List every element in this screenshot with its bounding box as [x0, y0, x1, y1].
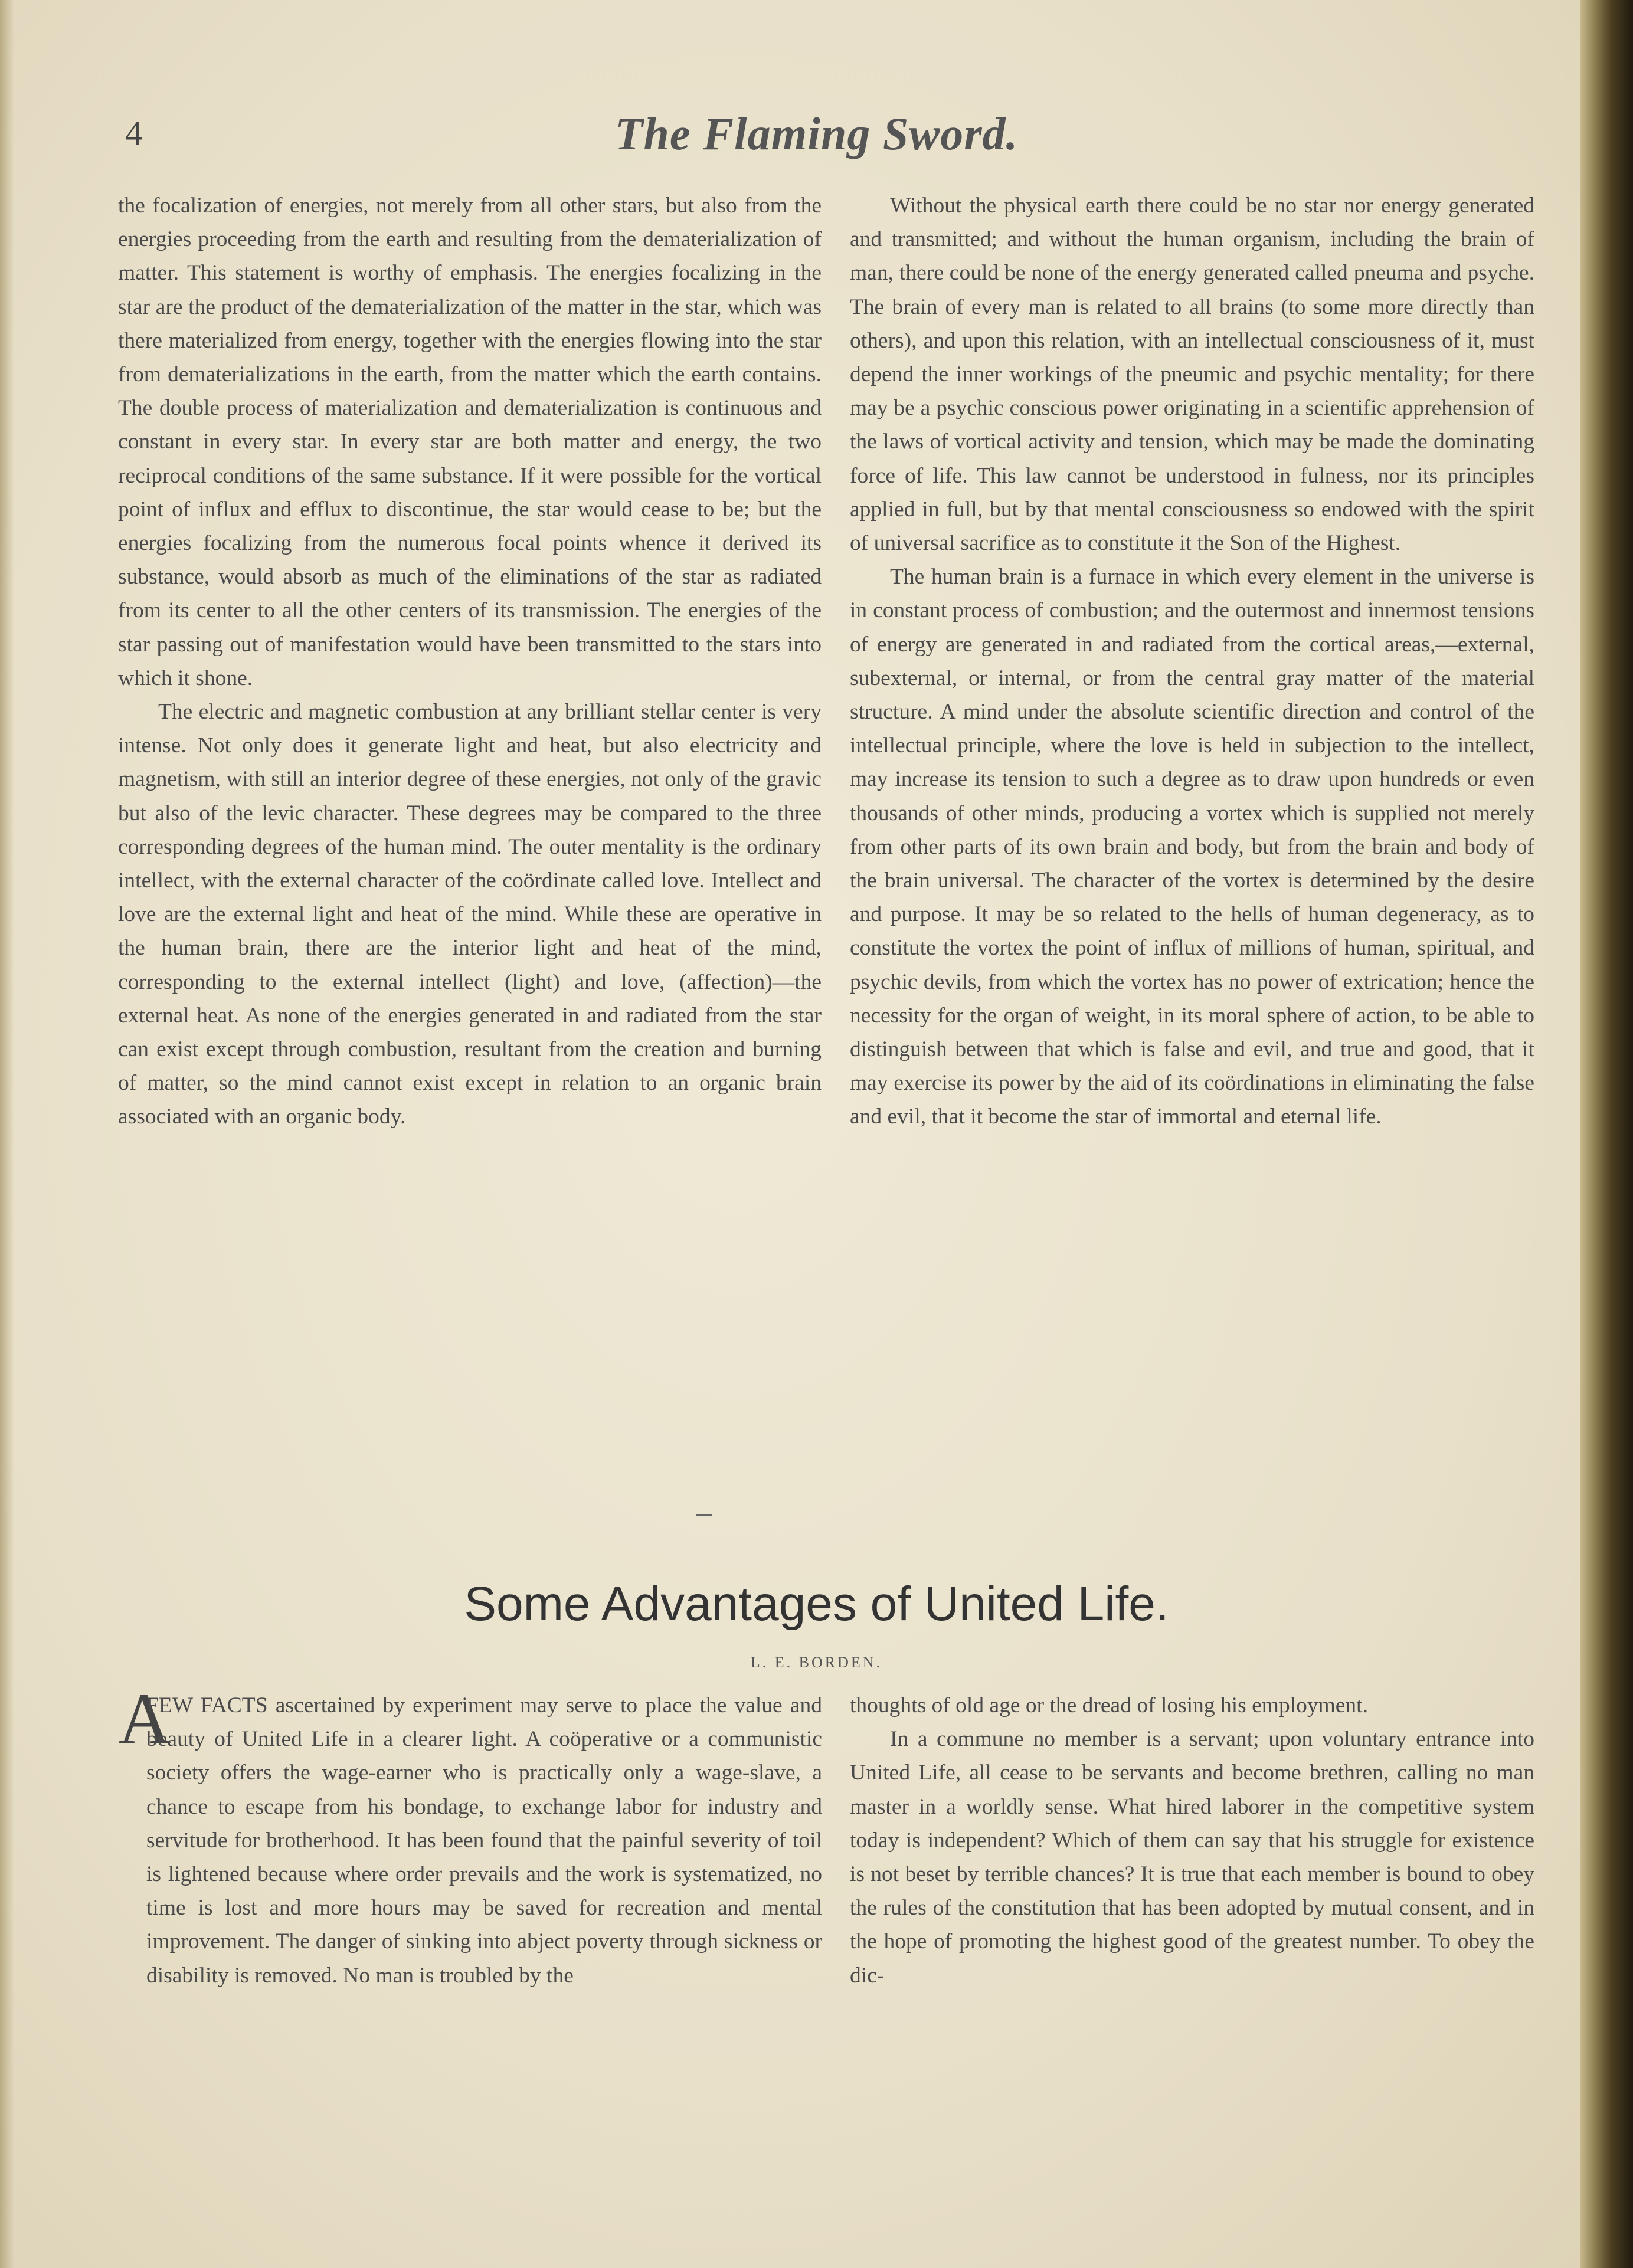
column-left [118, 189, 822, 1134]
column-right [850, 189, 1534, 1134]
article-byline: L. E. BORDEN. [750, 1654, 883, 1671]
article-title: Some Advantages of United Life. [464, 1577, 1169, 1631]
paragraph: The electric and magnetic combustion at any brilliant stellar center is very intense. Not only does it generate light and heat, but also electricity and magnetism, with still an interior degree of these energies, not only of the gravic but also of the levic character. These degrees may be compared to the three corresponding degrees of the human mind. The outer mentality is the ordinary intellect, with the external character of the coördinate called love. Intellect and love are the external light and heat of the mind. While these are operative in the human brain, there are the interior light and heat of the mind, corresponding to the external intellect (light) and love, (affection)—the external heat. As none of the energies generated in and radiated from the star can exist except through combustion, resultant from the creation and burning of matter, so the mind cannot exist except in relation to an organic brain associated with an organic body. [118, 700, 822, 1129]
paragraph: the focalization of energies, not merely from all other stars, but also from the energies proceeding from the earth and resulting from the dematerialization of matter. This statement is worthy of emphasis. The energies focalizing in the star are the product of the dematerialization of the matter in the star, which was there materialized from energy, together with the energies flowing into the star from dematerializations in the earth, from the matter which the earth contains. The double process of materialization and dematerialization is continuous and constant in every star. In every star are both matter and energy, the two reciprocal conditions of the same substance. If it were possible for the vortical point of influx and efflux to discontinue, the star would cease to be; but the energies focalizing from the numerous focal points whence it derived its substance, would absorb as much of the eliminations of the star as radiated from its center to all the other centers of its transmission. The energies of the star passing out of manifestation would have been transmitted to the stars into which it shone. [118, 194, 822, 690]
article-column-left [146, 1689, 822, 1992]
paragraph: The human brain is a furnace in which every element in the universe is in constant process of combustion; and the outermost and innermost tensions of energy are generated in and radiated from the cortical areas,—external, subexternal, or internal, or from the central gray matter of the material structure. A mind under the absolute scientific direction and control of the intellectual principle, where the love is held in subjection to the intellect, may increase its tension to such a degree as to draw upon hundreds or even thousands of other minds, producing a vortex which is supplied not merely from other parts of its own brain and body, but from the brain and body of the brain universal. The character of the vortex is determined by the desire and purpose. It may be so related to the hells of human degeneracy, as to constitute the vortex the point of influx of millions of human, spiritual, and psychic devils, from which the vortex has no power of extrication; hence the necessity for the organ of weight, in its moral sphere of action, to be able to distinguish between that which is false and evil, and true and good, that it may exercise its power by the aid of its coördinations in eliminating the false and evil, that it become the star of immortal and eternal life. [850, 565, 1534, 1129]
paragraph: thoughts of old age or the dread of losing his employment. [850, 1693, 1368, 1718]
paragraph: FEW FACTS ascertained by experiment may serve to place the value and beauty of United Life in a clearer light. A coöperative or a communistic society offers the wage-earner who is practically only a wage-slave, a chance to escape from his bondage, to exchange labor for industry and servitude for brotherhood. It has been found that the painful severity of toil is lightened because where order prevails and the work is systematized, no time is lost and more hours may be saved for recreation and mental improvement. The danger of sinking into abject poverty through sickness or disability is removed. No man is troubled by the [146, 1693, 822, 1988]
drop-cap: A [118, 1679, 171, 1759]
page-left-edge [0, 0, 14, 2268]
page-number: 4 [125, 114, 142, 152]
article-column-right [850, 1689, 1534, 1992]
section-divider [696, 1514, 712, 1516]
running-head: The Flaming Sword. [614, 108, 1019, 159]
book-spine-shadow [1580, 0, 1633, 2268]
paragraph: Without the physical earth there could be no star nor energy generated and transmitted; and without the human organism, including the brain of man, there could be none of the energy generated called pneuma and psyche. The brain of every man is related to all brains (to some more directly than others), and upon this relation, with an intellectual consciousness of it, must depend the inner workings of the pneumic and psychic mentality; for there may be a psychic conscious power originating in a scientific apprehension of the laws of vortical activity and tension, which may be made the dominating force of life. This law cannot be understood in fulness, nor its principles applied in full, but by that mental consciousness so endowed with the spirit of universal sacrifice as to constitute it the Son of the Highest. [850, 194, 1534, 556]
paragraph: In a commune no member is a servant; upon voluntary entrance into United Life, all cease to be servants and become brethren, calling no man master in a worldly sense. What hired laborer in the competitive system today is independent? Which of them can say that his struggle for existence is not beset by terrible chances? It is true that each member is bound to obey the rules of the constitution that has been adopted by mutual consent, and in the hope of promoting the highest good of the greatest number. To obey the dic- [850, 1727, 1534, 1988]
